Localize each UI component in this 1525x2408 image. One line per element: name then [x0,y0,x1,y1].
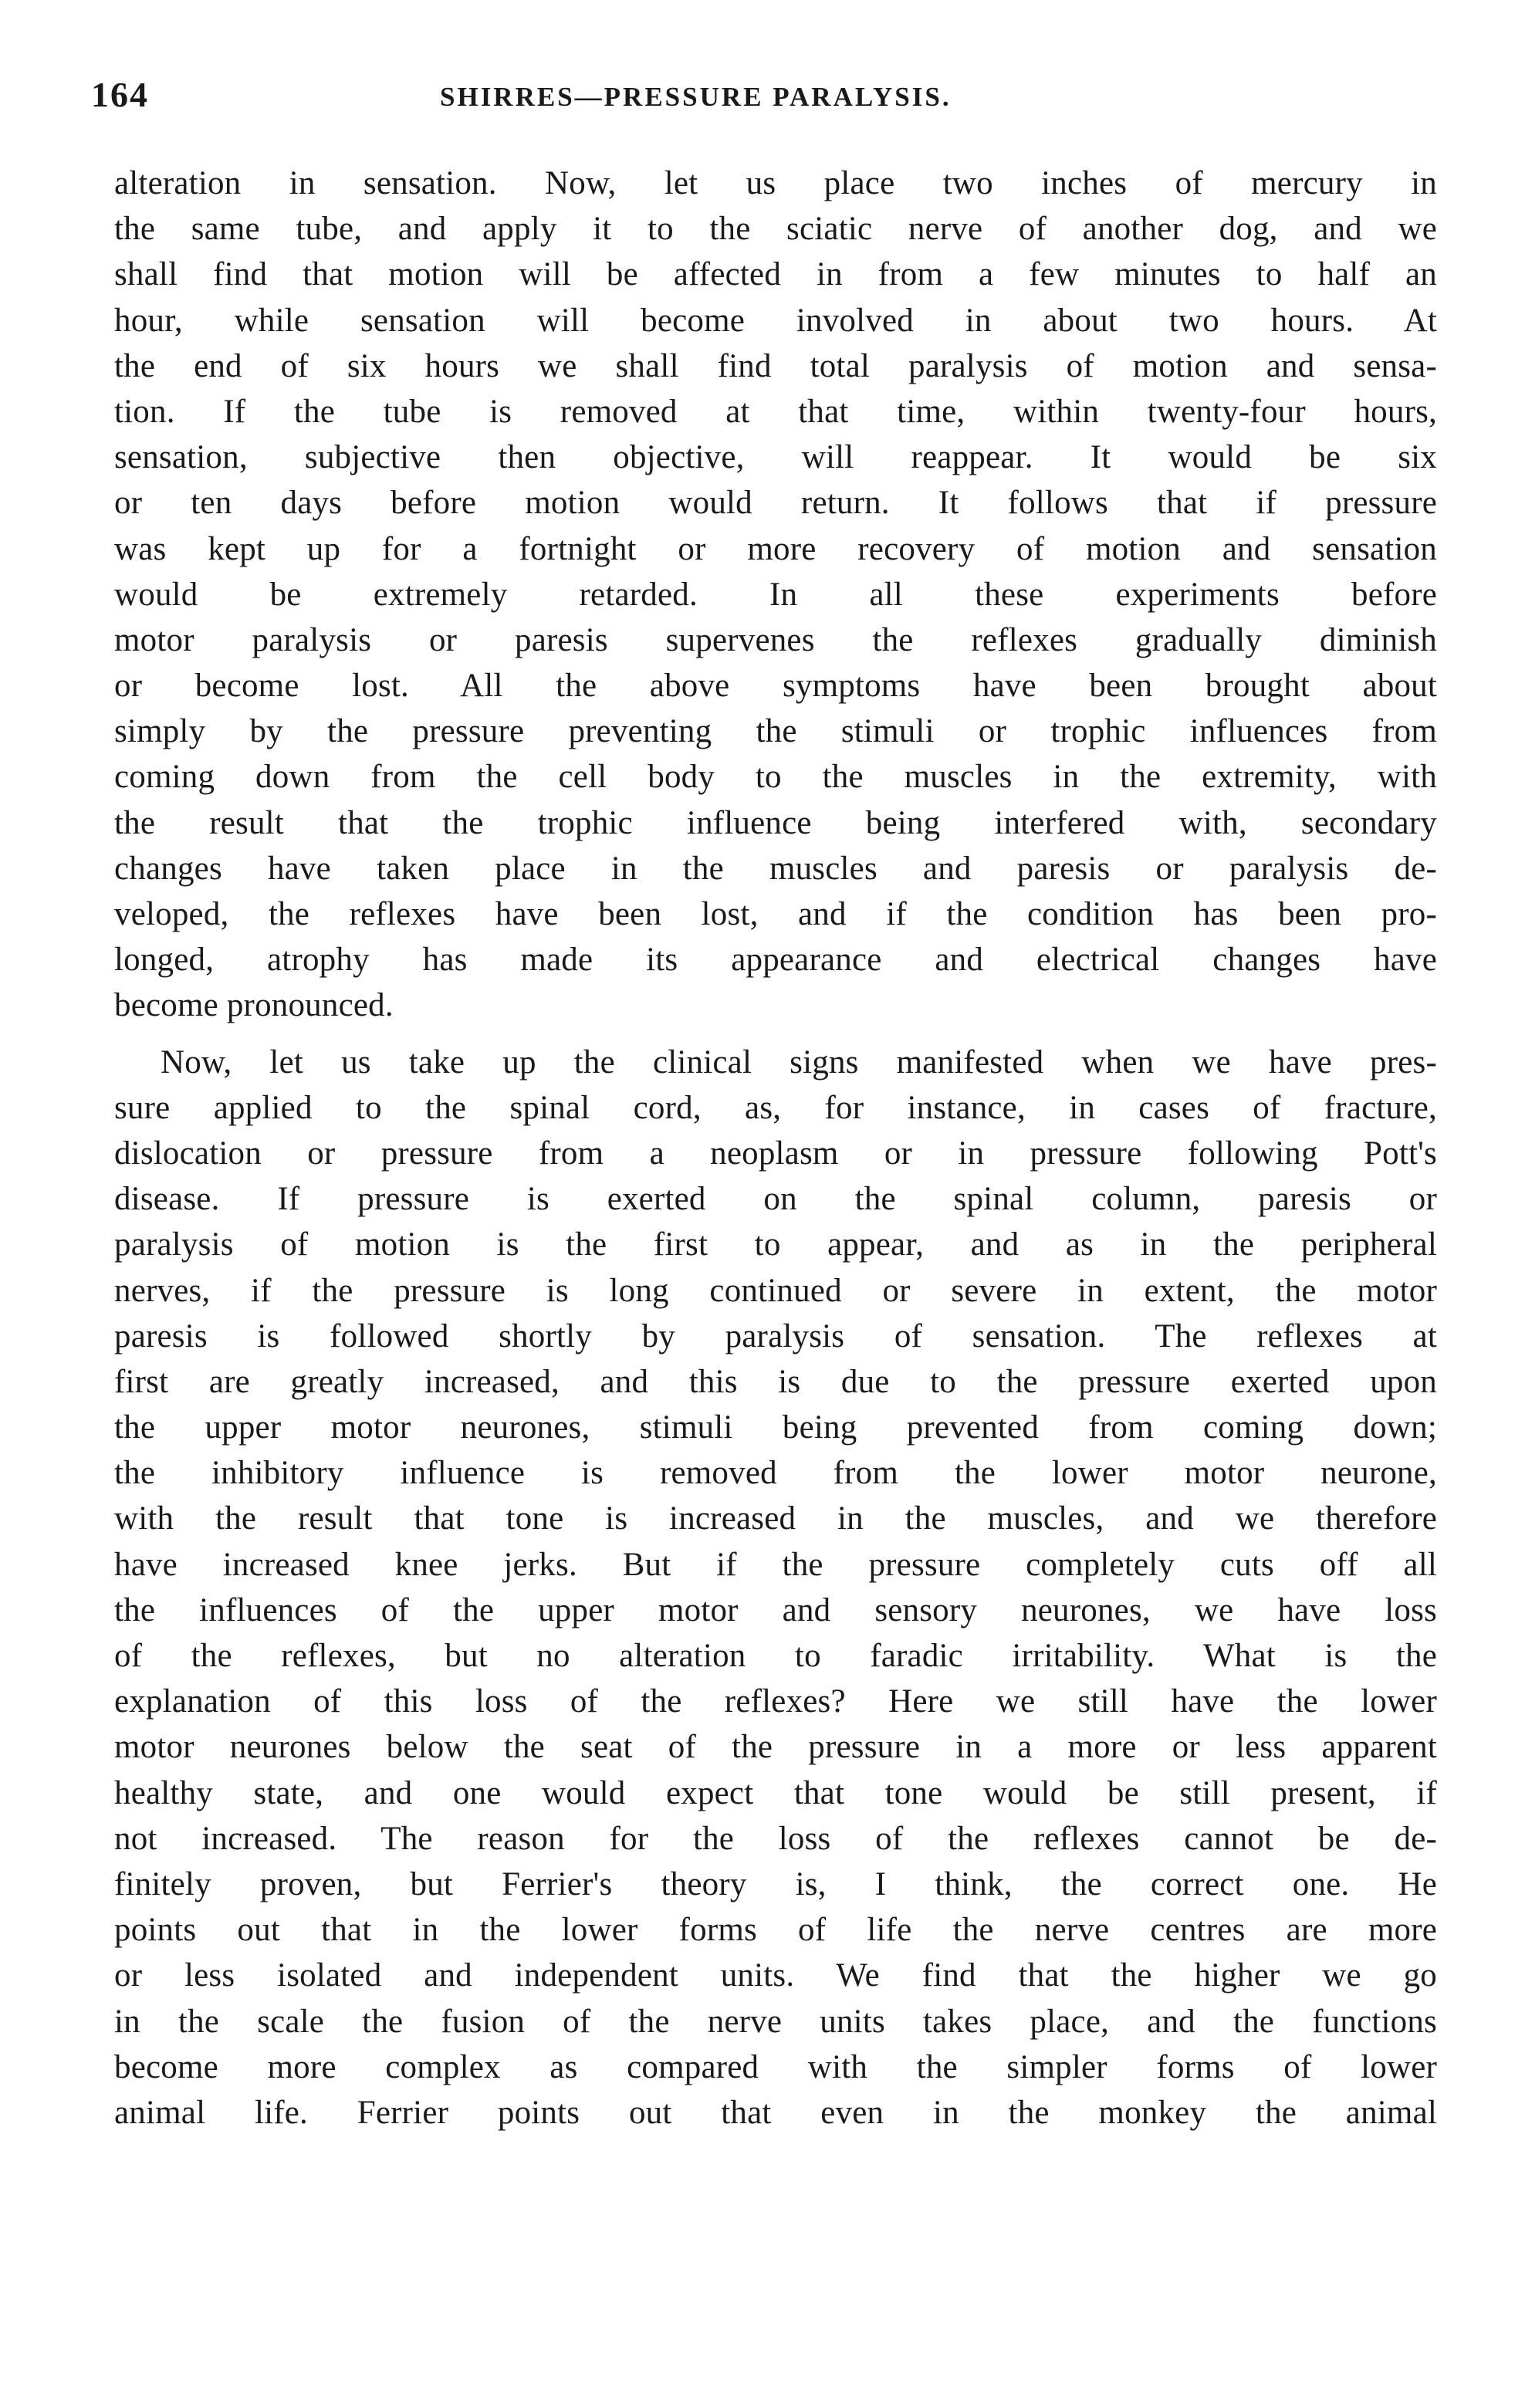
text-line: or ten days before motion would return. It follows that if pressure [114,485,1437,522]
text-line: paresis is followed shortly by paralysis of sensation. The reflexes at [114,1317,1437,1354]
text-line: become more complex as compared with the simpler forms of lower [114,2048,1437,2085]
text-line: longed, atrophy has made its appearance and electrical changes have [114,942,1437,979]
text-line: the inhibitory influence is removed from the lower motor neurone, [114,1455,1437,1492]
running-head: SHIRRES—PRESSURE PARALYSIS. [440,82,952,112]
text-line: the upper motor neurones, stimuli being prevented from coming down; [114,1409,1437,1446]
text-line: hour, while sensation will become involved in about two hours. At [114,302,1437,339]
paragraph-2 [114,1040,1437,2136]
text-line: disease. If pressure is exerted on the spinal column, paresis or [114,1181,1437,1218]
text-line: motor paralysis or paresis supervenes the reflexes gradually diminish [114,621,1437,658]
text-line: tion. If the tube is removed at that time, within twenty-four hours, [114,393,1437,430]
text-line: simply by the pressure preventing the stimuli or trophic influences from [114,713,1437,750]
body-text [114,161,1437,2136]
text-line: first are greatly increased, and this is due to the pressure exerted upon [114,1363,1437,1400]
text-line: the same tube, and apply it to the sciatic nerve of another dog, and we [114,211,1437,248]
text-line: in the scale the fusion of the nerve units takes place, and the functions [114,2003,1437,2040]
text-line: finitely proven, but Ferrier's theory is, I think, the correct one. He [114,1865,1437,1902]
text-line: changes have taken place in the muscles and paresis or paralysis de- [114,850,1437,887]
page-header [91,74,1434,128]
text-line: alteration in sensation. Now, let us place two inches of mercury in [114,165,1437,201]
text-line: or become lost. All the above symptoms have been brought about [114,668,1437,705]
text-line: Now, let us take up the clinical signs manifested when we have pres- [161,1043,1437,1081]
text-line: paralysis of motion is the first to appear, and as in the peripheral [114,1226,1437,1263]
text-line: the result that the trophic influence being interfered with, secondary [114,804,1437,841]
text-line: healthy state, and one would expect that tone would be still present, if [114,1774,1437,1811]
text-line: the end of six hours we shall find total paralysis of motion and sensa- [114,347,1437,384]
text-line: nerves, if the pressure is long continued or severe in extent, the motor [114,1272,1437,1309]
paragraph-gap [114,1029,1437,1040]
text-line: would be extremely retarded. In all these experiments before [114,576,1437,613]
text-line: with the result that tone is increased in the muscles, and we therefore [114,1500,1437,1537]
text-line: was kept up for a fortnight or more recovery of motion and sensation [114,530,1437,567]
page-number: 164 [91,75,149,114]
text-line: explanation of this loss of the reflexes? Here we still have the lower [114,1683,1437,1720]
text-line: veloped, the reflexes have been lost, and if the condition has been pro- [114,896,1437,932]
text-line: of the reflexes, but no alteration to faradic irritability. What is the [114,1638,1437,1674]
text-line: become pronounced. [114,987,394,1024]
text-line: points out that in the lower forms of life the nerve centres are more [114,1912,1437,1949]
text-line: motor neurones below the seat of the pressure in a more or less apparent [114,1729,1437,1766]
text-line: sure applied to the spinal cord, as, for instance, in cases of fracture, [114,1089,1437,1126]
text-line: or less isolated and independent units. We find that the higher we go [114,1957,1437,1994]
paragraph-1 [114,161,1437,1029]
text-line: the influences of the upper motor and sensory neurones, we have loss [114,1591,1437,1628]
text-line: not increased. The reason for the loss of the reflexes cannot be de- [114,1820,1437,1857]
text-line: sensation, subjective then objective, will reappear. It would be six [114,439,1437,476]
text-line: dislocation or pressure from a neoplasm or in pressure following Pott's [114,1135,1437,1172]
text-line: coming down from the cell body to the muscles in the extremity, with [114,759,1437,796]
text-line: shall find that motion will be affected in from a few minutes to half an [114,256,1437,293]
text-line: have increased knee jerks. But if the pressure completely cuts off all [114,1546,1437,1583]
text-line: animal life. Ferrier points out that even in the monkey the animal [114,2094,1437,2131]
